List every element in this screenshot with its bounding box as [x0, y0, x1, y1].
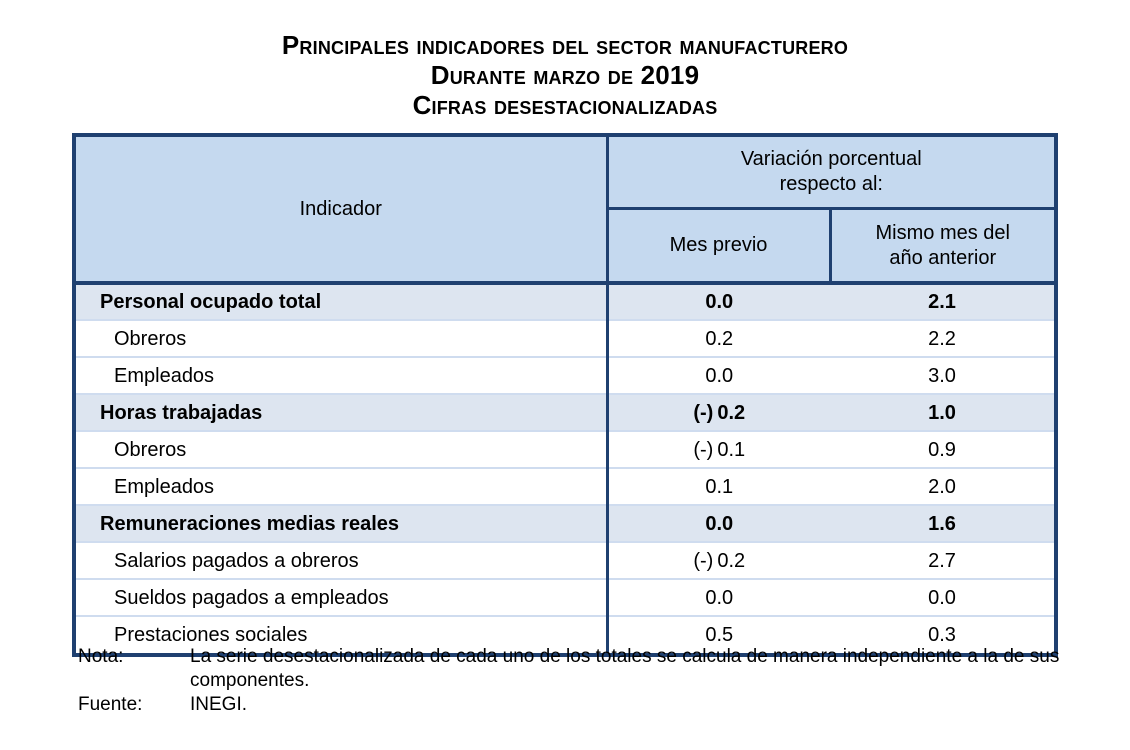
page-title	[0, 30, 1130, 120]
value-same-month: 0.3	[830, 616, 1054, 653]
value-prev-month: 0.0	[607, 505, 830, 542]
variation-line-1: Variación porcentual	[740, 148, 922, 170]
value-prev-month: 0.5	[607, 616, 830, 653]
row-label: Horas trabajadas	[76, 394, 607, 431]
value-same-month: 1.0	[830, 394, 1054, 431]
value-same-month: 2.2	[830, 320, 1054, 357]
value-same-month: 2.1	[830, 283, 1054, 320]
title-line-2: Durante marzo de 2019	[430, 60, 700, 90]
value-prev-month: 0.0	[607, 283, 830, 320]
row-label: Obreros	[76, 431, 607, 468]
indicators-table-container	[72, 133, 1058, 657]
table-header	[76, 137, 1054, 283]
column-header-same-month	[830, 209, 1054, 284]
negative-marker: (-)	[693, 438, 714, 461]
table-row	[76, 431, 1054, 468]
value-same-month: 0.9	[830, 431, 1054, 468]
value-prev-month: (-) 0.2	[607, 542, 830, 579]
note-text: La serie desestacionalizada de cada uno de los totales se calcula de manera independiente a la de sus componentes.	[190, 646, 1060, 691]
value-same-month: 1.6	[830, 505, 1054, 542]
negative-marker: (-)	[693, 401, 714, 424]
value-prev-month: 0.2	[607, 320, 830, 357]
value-prev-month: 0.0	[607, 357, 830, 394]
value-prev-month: 0.0	[607, 579, 830, 616]
title-line-1: Principales indicadores del sector manufacturero	[281, 30, 849, 60]
value-prev-month: 0.1	[607, 468, 830, 505]
source-row	[78, 693, 1078, 717]
table-notes	[78, 645, 1078, 717]
value-same-month: 3.0	[830, 357, 1054, 394]
row-label: Remuneraciones medias reales	[76, 505, 607, 542]
table-row	[76, 320, 1054, 357]
indicators-table	[76, 137, 1054, 653]
same-month-line-2: año anterior	[889, 246, 997, 269]
row-label: Empleados	[76, 468, 607, 505]
row-label: Prestaciones sociales	[76, 616, 607, 653]
row-label: Obreros	[76, 320, 607, 357]
table-row	[76, 579, 1054, 616]
value-same-month: 2.7	[830, 542, 1054, 579]
row-label: Empleados	[76, 357, 607, 394]
variation-line-2: respecto al:	[779, 173, 883, 195]
note-label: Nota:	[78, 646, 124, 667]
table-row	[76, 357, 1054, 394]
row-label: Sueldos pagados a empleados	[76, 579, 607, 616]
column-header-prev-month: Mes previo	[607, 209, 830, 284]
column-header-variation	[607, 137, 1054, 209]
same-month-line-1: Mismo mes del	[875, 221, 1010, 244]
table-row	[76, 283, 1054, 320]
table-row	[76, 394, 1054, 431]
table-row	[76, 542, 1054, 579]
title-line-3: Cifras desestacionalizadas	[412, 90, 718, 120]
note-row	[78, 645, 1078, 693]
row-label: Salarios pagados a obreros	[76, 542, 607, 579]
value-prev-month: (-) 0.1	[607, 431, 830, 468]
negative-marker: (-)	[693, 549, 714, 572]
source-text: INEGI.	[190, 694, 248, 715]
table-body	[76, 283, 1054, 653]
value-prev-month: (-) 0.2	[607, 394, 830, 431]
row-label: Personal ocupado total	[76, 283, 607, 320]
value-same-month: 2.0	[830, 468, 1054, 505]
table-row	[76, 505, 1054, 542]
source-label: Fuente:	[78, 694, 143, 715]
column-header-indicator: Indicador	[76, 137, 607, 283]
table-row	[76, 468, 1054, 505]
value-same-month: 0.0	[830, 579, 1054, 616]
